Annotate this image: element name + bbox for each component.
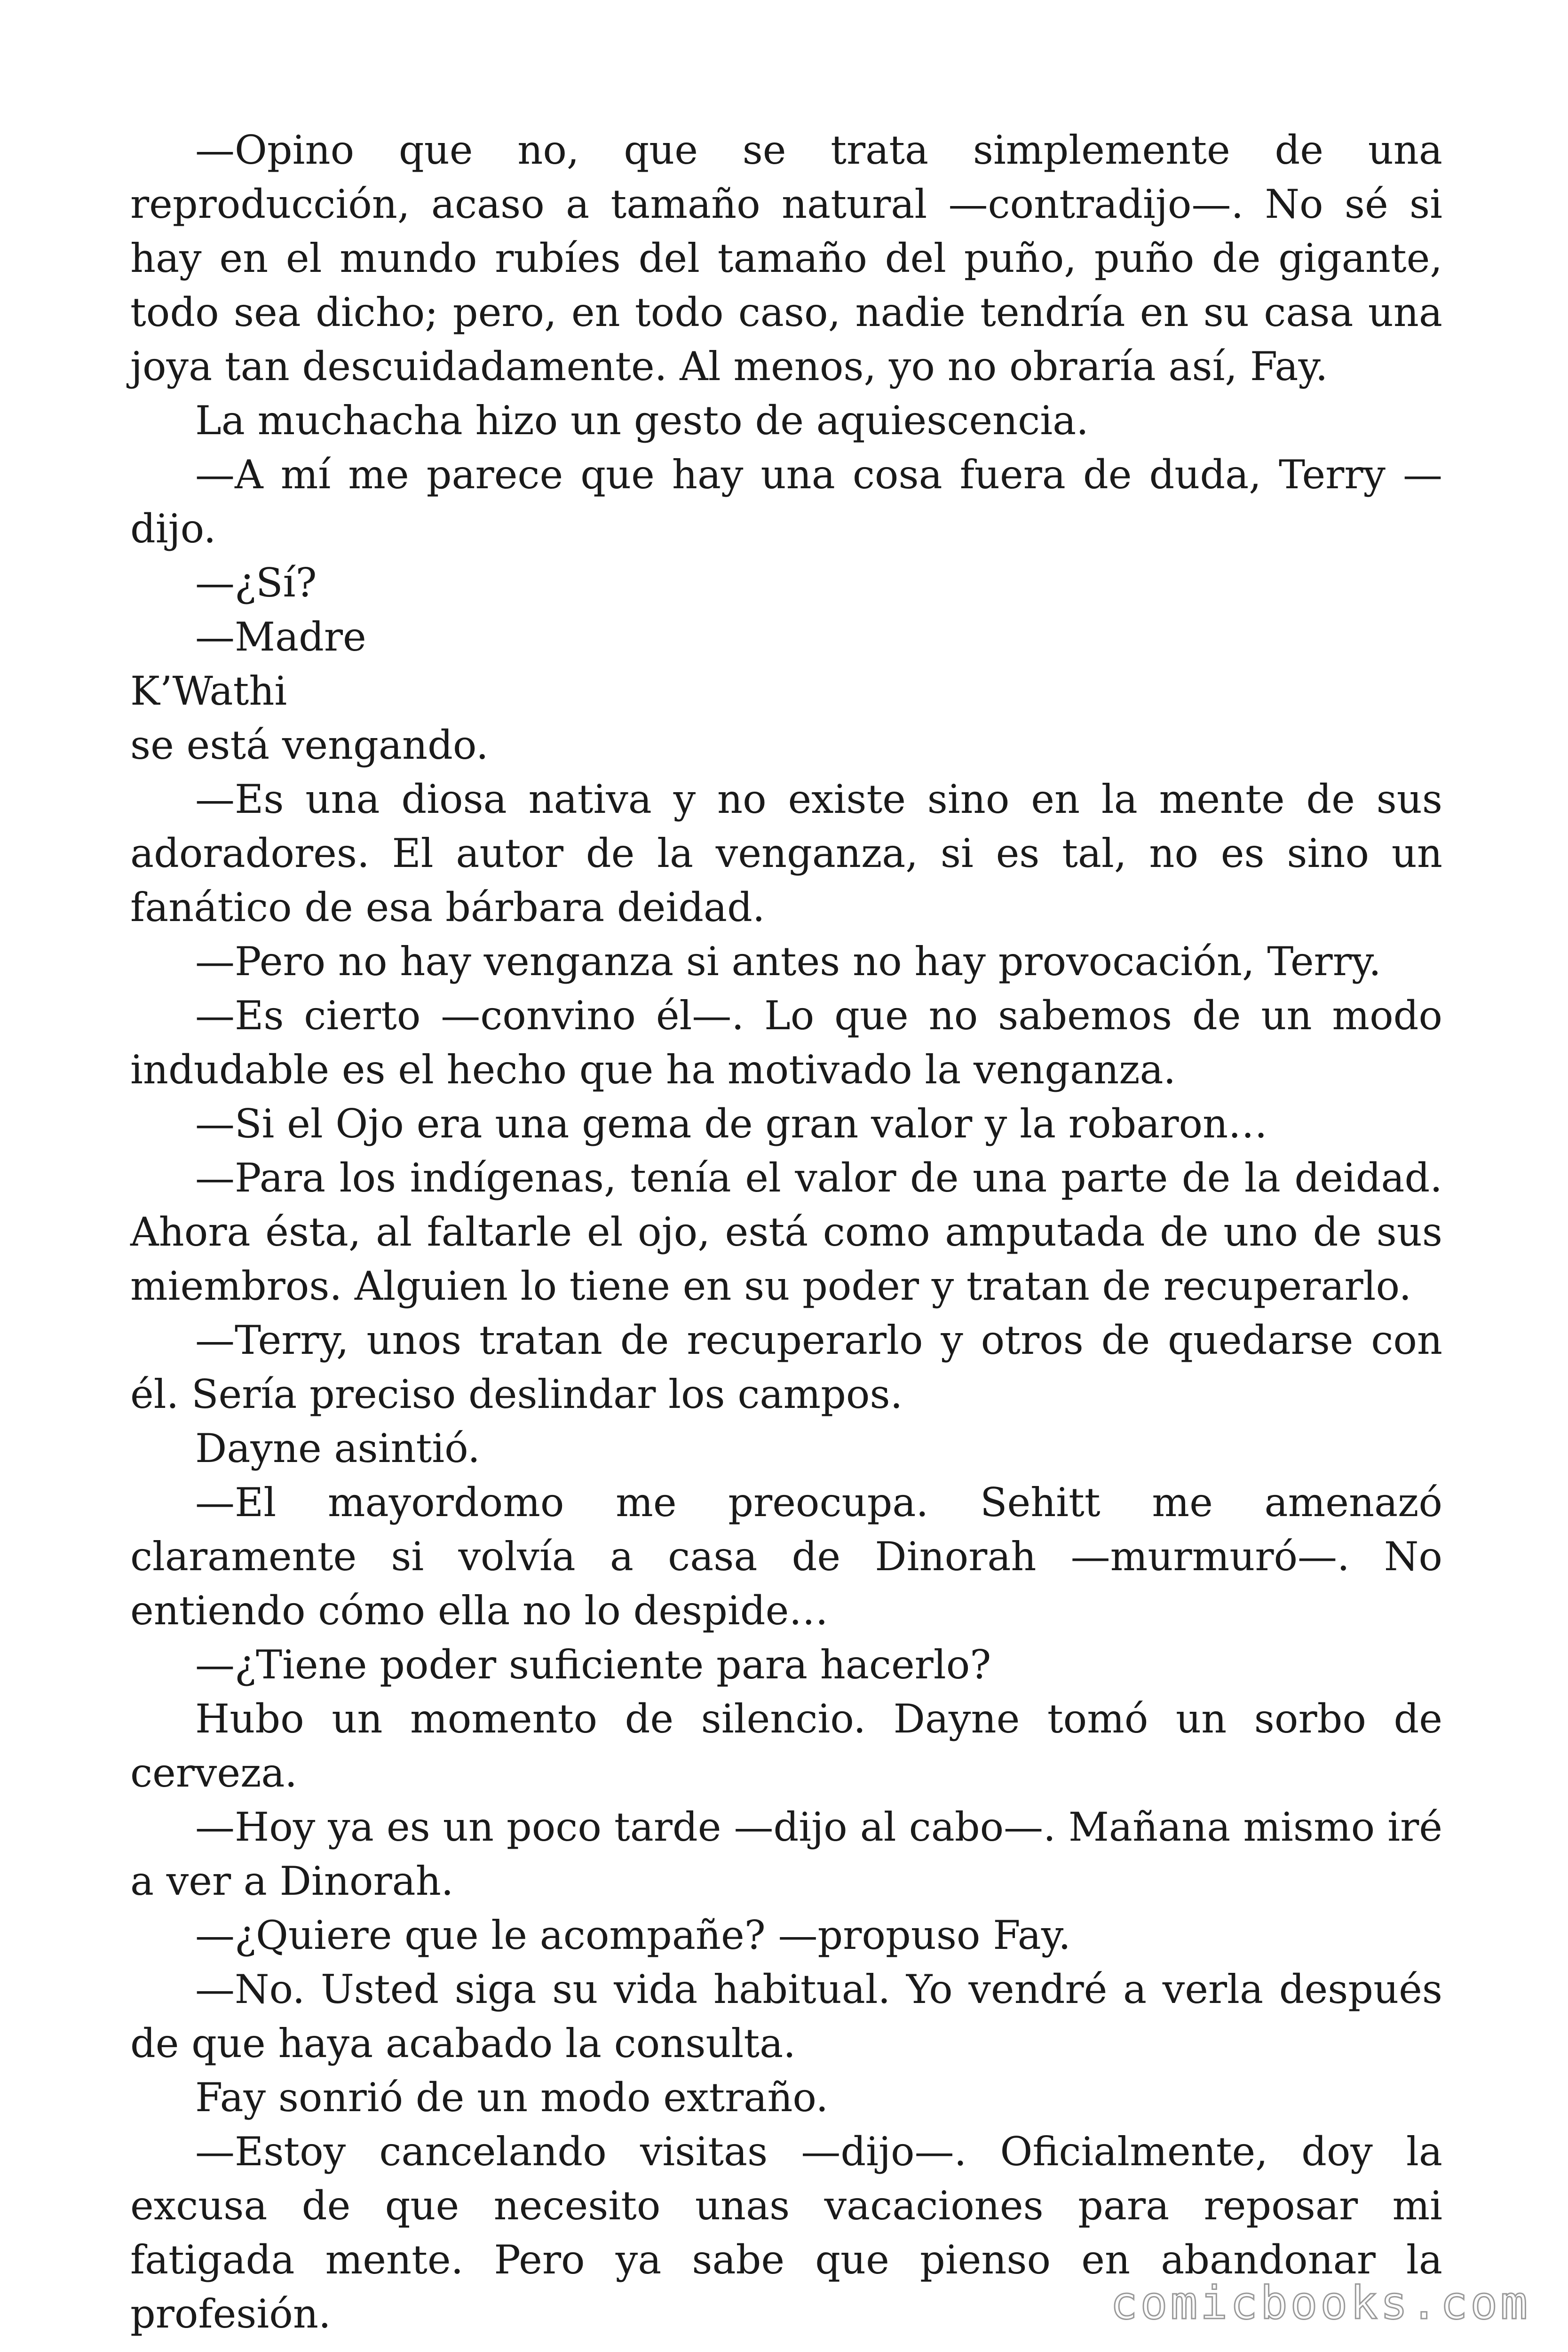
paragraph: se está vengando. [130, 722, 489, 768]
paragraph: —Opino que no, que se trata simplemente de una reproducción, acaso a tamaño natural —contradijo—. No sé si hay en el mundo rubíes del tamaño del puño, puño de gigante, todo sea dicho; pero, en todo caso, nadie tendría en su casa una joya tan descuidadamente. Al menos, yo no obraría así, Fay. [130, 127, 1442, 389]
paragraph: —El mayordomo me preocupa. Sehitt me amenazó claramente si volvía a casa de Dinorah —murmuró—. No entiendo cómo ella no lo despide… [130, 1479, 1442, 1634]
paragraph: —A mí me parece que hay una cosa fuera de duda, Terry —dijo. [130, 452, 1442, 552]
paragraph: La muchacha hizo un gesto de aquiescencia. [195, 397, 1089, 444]
paragraph: —Es cierto —convino él—. Lo que no sabemos de un modo indudable es el hecho que ha motivado la venganza. [130, 993, 1442, 1093]
paragraph: —Es una diosa nativa y no existe sino en la mente de sus adoradores. El autor de la venganza, si es tal, no es sino un fanático de esa bárbara deidad. [130, 776, 1442, 930]
paragraph: —¿Sí? [195, 560, 317, 606]
page-body [130, 123, 1442, 2341]
paragraph: Hubo un momento de silencio. Dayne tomó un sorbo de cerveza. [130, 1696, 1442, 1796]
paragraph: —No. Usted siga su vida habitual. Yo vendré a verla después de que haya acabado la consulta. [130, 1966, 1442, 2066]
paragraph: Dayne asintió. [195, 1425, 480, 1471]
paragraph: —Pero no hay venganza si antes no hay provocación, Terry. [195, 938, 1381, 985]
paragraph: —Para los indígenas, tenía el valor de una parte de la deidad. Ahora ésta, al faltarle el ojo, está como amputada de uno de sus miembros. Alguien lo tiene en su poder y tratan de recuperarlo. [130, 1155, 1442, 1309]
paragraph: Fay sonrió de un modo extraño. [195, 2074, 829, 2121]
paragraph: —Estoy cancelando visitas —dijo—. Oficialmente, doy la excusa de que necesito unas vacaciones para reposar mi fatigada mente. Pero ya sabe que pienso en abandonar la profesión. [130, 2129, 1442, 2337]
paragraph: —¿Tiene poder suficiente para hacerlo? [195, 1642, 991, 1688]
paragraph: —Si el Ojo era una gema de gran valor y la robaron… [195, 1101, 1268, 1147]
paragraph: —¿Quiere que le acompañe? —propuso Fay. [195, 1912, 1071, 1958]
paragraph: —Madre [195, 614, 366, 660]
watermark: comicbooks.com [1110, 2277, 1530, 2329]
paragraph: K’Wathi [130, 668, 287, 714]
paragraph: —Hoy ya es un poco tarde —dijo al cabo—. Mañana mismo iré a ver a Dinorah. [130, 1804, 1442, 1904]
paragraph: —Terry, unos tratan de recuperarlo y otros de quedarse con él. Sería preciso deslindar los campos. [130, 1317, 1442, 1417]
